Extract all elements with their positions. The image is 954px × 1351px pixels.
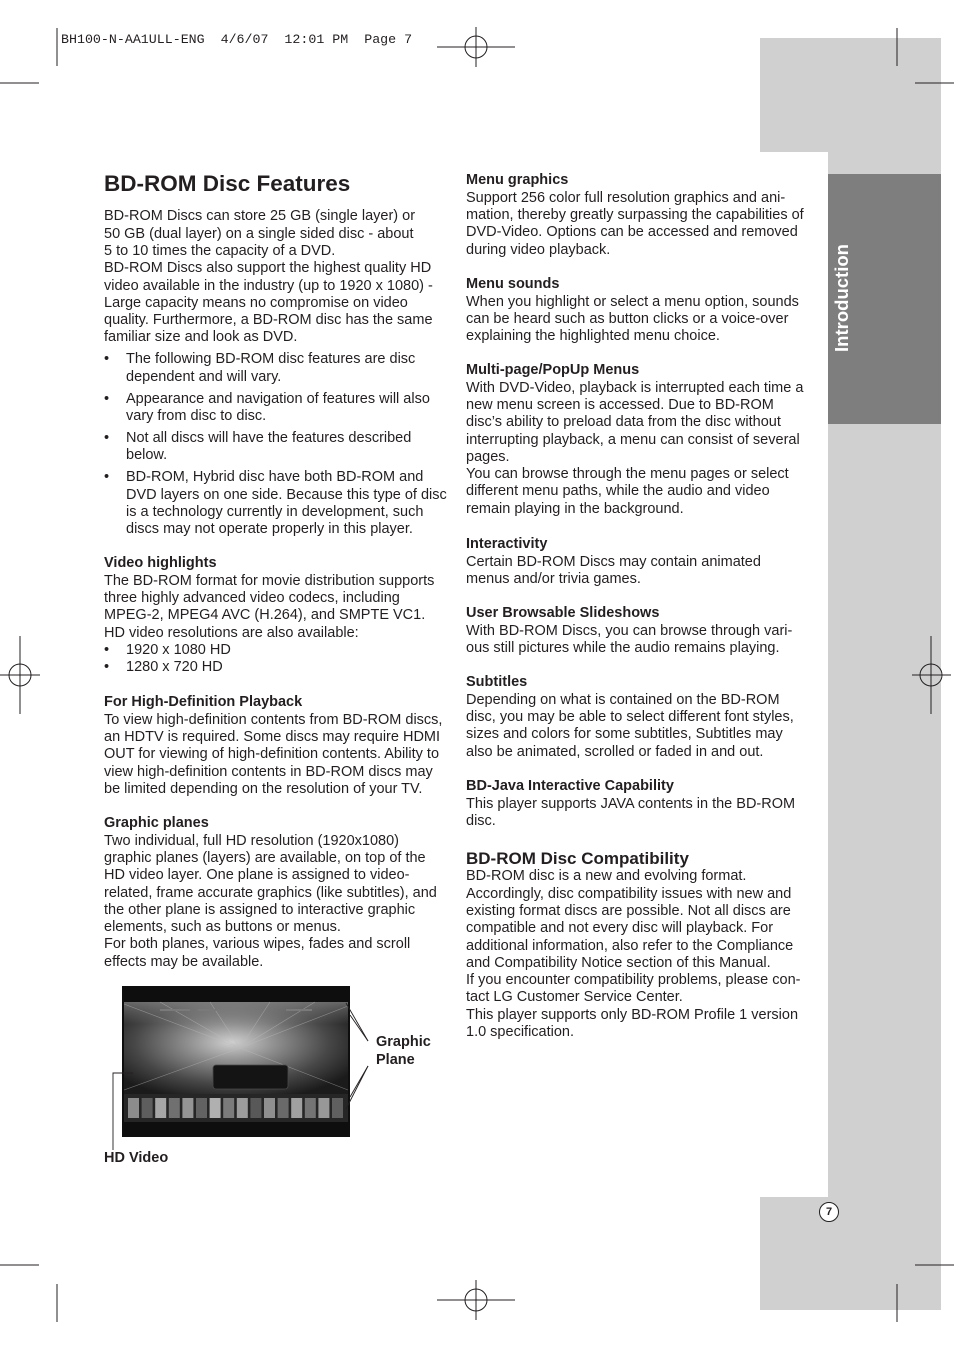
note-item-text [126,351,449,386]
section-line: The BD-ROM format for movie distribution supports [104,572,435,589]
section-line: can be heard such as button clicks or a voice-over [466,310,789,327]
intro-line: BD-ROM Discs can store 25 GB (single layer) or [104,208,416,225]
section-line: ous still pictures while the audio remains playing. [466,639,780,656]
note-item [104,430,449,465]
section-menu-sounds [466,276,816,345]
section-line: new menu screen is accessed. Due to BD-ROM [466,396,774,413]
section-line: disc, you may be able to select different font styles, [466,708,794,725]
page-title: BD-ROM Disc Features [104,171,351,196]
bullet-glyph: • [104,429,110,446]
section-line: To view high-definition contents from BD-ROM discs, [104,711,443,728]
section-line: three highly advanced video codecs, including [104,589,400,606]
section-line: menus and/or trivia games. [466,570,641,587]
note-item-line: DVD layers on one side. Because this type of disc [126,486,447,503]
section-heading: Subtitles [466,674,528,691]
section-heading: Menu sounds [466,276,560,293]
resolution-item [104,642,449,659]
bullet-glyph: • [104,641,110,658]
section-heading: For High-Definition Playback [104,694,303,711]
resolution-item-text [126,659,449,676]
menu-thumbnail [128,1098,139,1118]
note-item [104,351,449,386]
section-line: during video playback. [466,241,611,258]
section-line: Certain BD-ROM Discs may contain animated [466,553,761,570]
section-graphic-planes [104,815,449,971]
section-line: different menu paths, while the audio and video [466,483,770,500]
note-item-line: BD-ROM, Hybrid disc have both BD-ROM and [126,469,424,486]
crop-mark-bottom-left [0,1265,57,1322]
registration-mark-top [437,27,515,67]
menu-thumbnail [264,1098,275,1118]
chapter-tab-label: Introduction [831,244,852,352]
section-line: Support 256 color full resolution graphics and ani- [466,189,786,206]
section-heading: Interactivity [466,536,548,553]
registration-mark-left [0,636,40,714]
menu-thumbnail [237,1098,248,1118]
section-popup-menus [466,362,816,518]
menu-center-box [213,1065,288,1089]
compatibility-line: tact LG Customer Service Center. [466,989,683,1006]
section-line: For both planes, various wipes, fades and scroll [104,936,411,953]
resolution-item-text [126,642,449,659]
menu-thumbnail [305,1098,316,1118]
menu-thumbnail [155,1098,166,1118]
menu-thumbnail [250,1098,261,1118]
section-heading: Multi-page/PopUp Menus [466,362,640,379]
intro-paragraph [104,208,449,346]
menu-thumbnail [182,1098,193,1118]
section-line: MPEG-2, MPEG4 AVC (H.264), and SMPTE VC1. [104,607,426,624]
compatibility-line: 1.0 specification. [466,1024,575,1041]
section-heading: Menu graphics [466,172,569,189]
section-line: Two individual, full HD resolution (1920x1080) [104,832,399,849]
bullet-glyph: • [104,390,110,407]
section-line: OUT for viewing of high-definition contents. Ability to [104,746,440,763]
compatibility-line: compatible and not every disc will playback. For [466,920,774,937]
section-line: the other plane is assigned to interactive graphic [104,901,416,918]
menu-thumbnail [278,1098,289,1118]
section-line: graphic planes (layers) are available, on top of the [104,849,426,866]
print-slug: BH100-N-AA1ULL-ENG 4/6/07 12:01 PM Page 7 [61,32,413,47]
section-line: disc. [466,812,496,829]
resolution-item-line: 1920 x 1080 HD [126,641,231,658]
note-item-text [126,391,449,426]
intro-line: 5 to 10 times the capacity of a DVD. [104,242,336,259]
note-item-line: below. [126,447,168,464]
note-item [104,391,449,426]
menu-thumbnail [318,1098,329,1118]
bullet-glyph: • [104,659,110,676]
section-line: This player supports JAVA contents in the BD-ROM [466,795,796,812]
compatibility-line: This player supports only BD-ROM Profile 1 version [466,1006,799,1023]
section-line: an HDTV is required. Some discs may require HDMI [104,728,441,745]
section-line: When you highlight or select a menu option, sounds [466,293,799,310]
graphic-plane-label [376,1034,431,1069]
note-item-line: Not all discs will have the features described [126,429,412,446]
section-line: DVD-Video. Options can be accessed and removed [466,224,798,241]
section-line: effects may be available. [104,953,264,970]
graphic-plane-label-line: Graphic [376,1034,431,1051]
side-strip-bottom [760,1197,941,1310]
hd-video-label: HD Video [104,1150,169,1167]
compatibility-line: Accordingly, disc compatibility issues with new and [466,885,792,902]
section-line: elements, such as buttons or menus. [104,919,341,936]
section-line: mation, thereby greatly surpassing the capabilities of [466,206,804,223]
side-strip-top [760,38,941,152]
note-item-text [126,469,449,538]
section-line: view high-definition contents in BD-ROM discs may [104,763,433,780]
section-hd-playback [104,694,449,798]
section-heading: User Browsable Slideshows [466,605,660,622]
section-bd-java [466,778,816,830]
note-item-line: discs may not operate properly in this player. [126,521,413,538]
section-heading: Graphic planes [104,815,209,832]
section-line: HD video resolutions are also available: [104,624,359,641]
section-line: remain playing in the background. [466,500,684,517]
note-item-line: Appearance and navigation of features will also [126,390,430,407]
page-number-badge: 7 [819,1202,839,1222]
compatibility-heading: BD-ROM Disc Compatibility [466,848,689,868]
bullet-glyph: • [104,469,110,486]
section-line: related, frame accurate graphics (like subtitles), and [104,884,437,901]
note-item-text [126,430,449,465]
section-heading: BD-Java Interactive Capability [466,778,674,795]
menu-thumbnail [142,1098,153,1118]
section-line: interrupting playback, a menu can consist of several [466,431,800,448]
section-line: With DVD-Video, playback is interrupted each time a [466,379,804,396]
note-item-line: vary from disc to disc. [126,407,267,424]
intro-line: familiar size and look as DVD. [104,329,298,346]
section-interactivity [466,536,816,588]
intro-line: video available in the industry (up to 1920 x 1080) - [104,277,433,294]
section-line: Depending on what is contained on the BD-ROM [466,691,780,708]
section-line: With BD-ROM Discs, you can browse through vari- [466,622,793,639]
intro-line: quality. Furthermore, a BD-ROM disc has the same [104,312,433,329]
section-line: explaining the highlighted menu choice. [466,328,720,345]
section-line: sizes and colors for some subtitles, Subtitles may [466,726,783,743]
compatibility-line: and Compatibility Notice section of this Manual. [466,954,771,971]
notes-list [104,351,449,543]
bullet-glyph: • [104,351,110,368]
section-line: pages. [466,448,510,465]
scene-ceiling [124,1002,348,1024]
graphic-plane-label-line: Plane [376,1051,415,1068]
menu-thumbnail [223,1098,234,1118]
intro-line: 50 GB (dual layer) on a single sided disc - about [104,225,414,242]
section-line: disc’s ability to preload data from the disc without [466,414,781,431]
crop-mark-top-left [0,28,57,83]
menu-thumbnail [210,1098,221,1118]
compatibility-line: existing format discs are possible. Not all discs are [466,902,791,919]
menu-thumbnail [196,1098,207,1118]
note-item-line: dependent and will vary. [126,368,282,385]
menu-thumbnail [169,1098,180,1118]
section-line: be limited depending on the resolution of your TV. [104,780,423,797]
note-item [104,469,449,538]
section-line: also be animated, scrolled or faded in and out. [466,743,764,760]
compatibility-line: BD-ROM disc is a new and evolving format. [466,868,747,885]
compatibility-line: If you encounter compatibility problems, please con- [466,972,801,989]
section-slideshows [466,605,816,657]
menu-thumbnail [332,1098,343,1118]
registration-mark-bottom [437,1280,515,1320]
section-video-highlights [104,555,449,676]
compatibility-line: additional information, also refer to the Compliance [466,937,794,954]
section-line: HD video layer. One plane is assigned to video- [104,867,410,884]
note-item-line: The following BD-ROM disc features are disc [126,351,416,368]
resolution-item-line: 1280 x 720 HD [126,659,223,676]
section-heading: Video highlights [104,555,217,572]
section-menu-graphics [466,172,816,258]
intro-line: BD-ROM Discs also support the highest quality HD [104,260,432,277]
section-subtitles [466,674,816,760]
intro-line: Large capacity means no compromise on video [104,294,408,311]
menu-thumbnail [291,1098,302,1118]
compatibility-paragraph [466,868,816,1041]
resolution-item [104,659,449,676]
graphic-planes-figure [100,980,390,1170]
section-line: You can browse through the menu pages or select [466,466,789,483]
note-item-line: is a technology currently in development, such [126,503,424,520]
